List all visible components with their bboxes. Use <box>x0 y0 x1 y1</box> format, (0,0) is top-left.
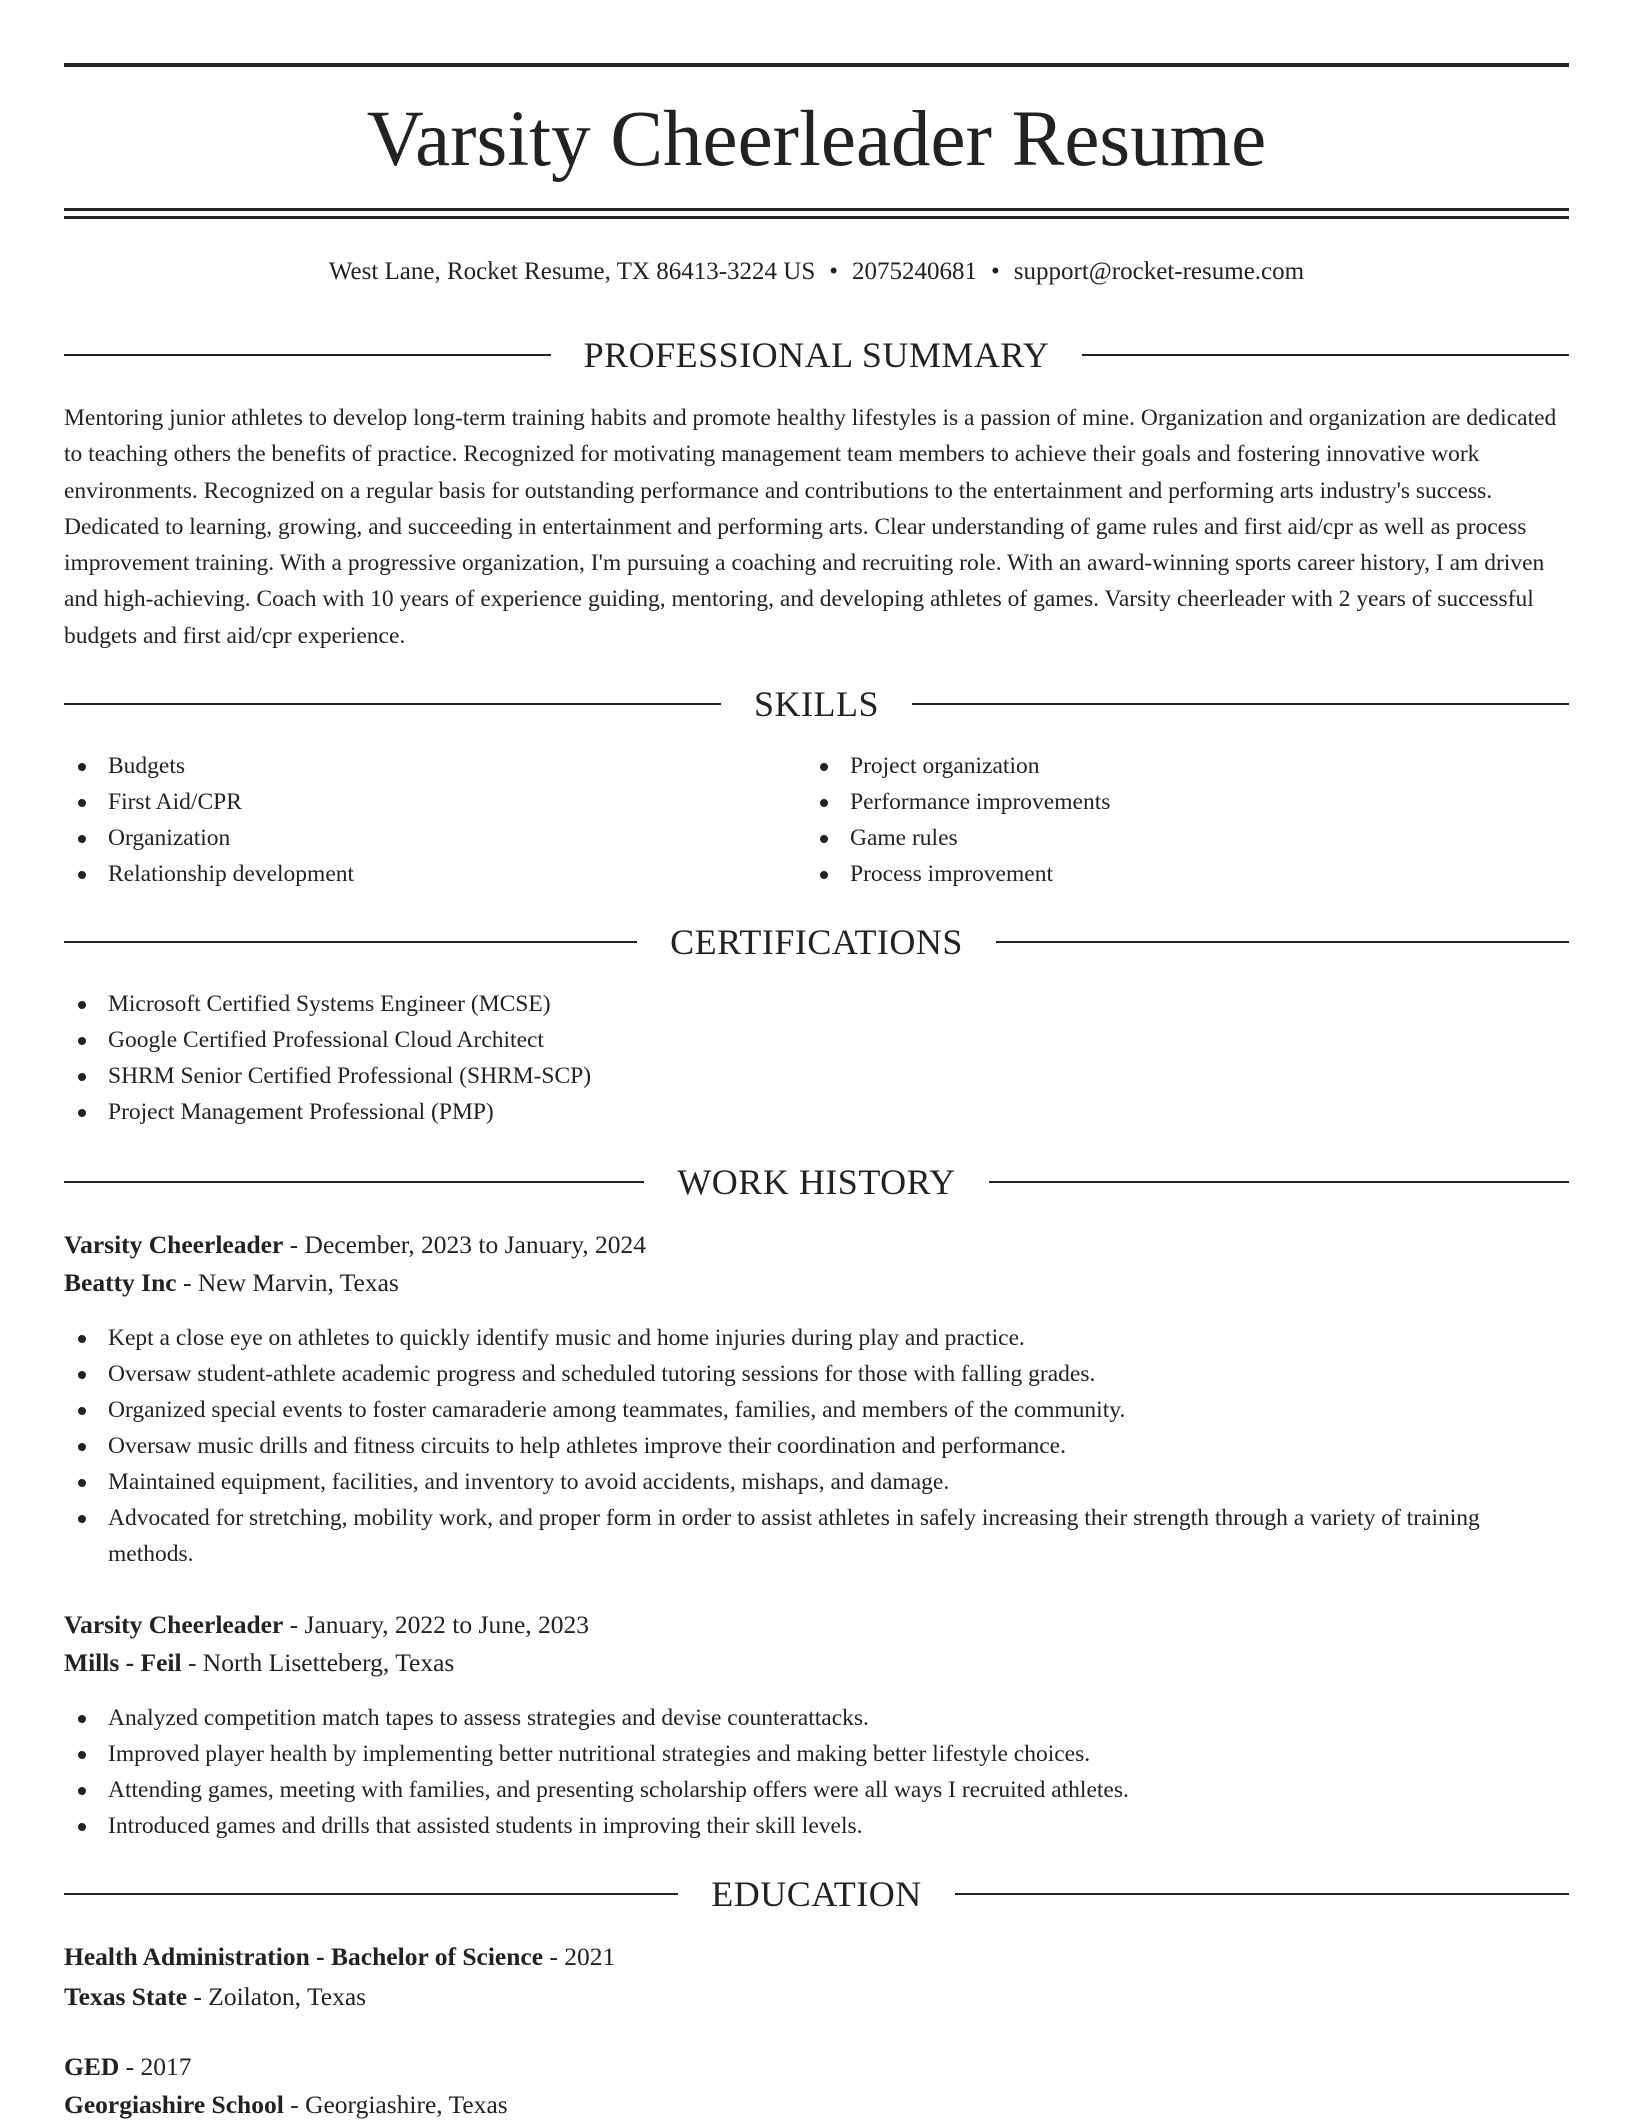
job-bullet: Advocated for stretching, mobility work, and proper form in order to assist athletes in safely increasing their strength through a variety of training methods. <box>64 1500 1569 1572</box>
certification-item: Microsoft Certified Systems Engineer (MCSE) <box>64 986 1569 1022</box>
summary-text: Mentoring junior athletes to develop long-term training habits and promote healthy lifestyles is a passion of mine. Organization and organization are dedicated to teaching others the benefits of practice. Recognized for motivating management team members to achieve their goals and fostering innovative work environments. Recognized on a regular basis for outstanding performance and contributions to the entertainment and performing arts industry's success. Dedicated to learning, growing, and succeeding in entertainment and performing arts. Clear understanding of game rules and first aid/cpr as well as process improvement training. With a progressive organization, I'm pursuing a coaching and recruiting role. With an award-winning sports career history, I am driven and high-achieving. Coach with 10 years of experience guiding, mentoring, and developing athletes of games. Varsity cheerleader with 2 years of successful budgets and first aid/cpr experience. <box>64 405 1557 649</box>
heading-rule <box>64 941 637 943</box>
education-degree-line <box>64 1938 1569 1976</box>
job-dates: - December, 2023 to January, 2024 <box>283 1230 647 1259</box>
education-location: - Zoilaton, Texas <box>187 1982 367 2011</box>
job-company-line <box>64 1264 1569 1302</box>
skill-item: First Aid/CPR <box>64 784 804 820</box>
job-bullets <box>64 1700 1569 1844</box>
job-company: Mills - Feil <box>64 1648 182 1677</box>
job-company: Beatty Inc <box>64 1268 177 1297</box>
summary-heading-label: PROFESSIONAL SUMMARY <box>583 335 1050 375</box>
certifications-list <box>64 986 1569 1130</box>
job-bullet: Oversaw music drills and fitness circuits to help athletes improve their coordination and performance. <box>64 1428 1569 1464</box>
top-rule <box>64 63 1569 67</box>
education-degree: Health Administration - Bachelor of Science <box>64 1942 544 1971</box>
job-title-line <box>64 1226 1569 1264</box>
contact-separator: • <box>829 258 839 285</box>
contact-line <box>64 254 1569 290</box>
heading-rule <box>912 703 1569 705</box>
skill-item: Performance improvements <box>806 784 1546 820</box>
certification-item: Project Management Professional (PMP) <box>64 1094 1569 1130</box>
certifications-heading <box>64 920 1569 964</box>
skill-item: Process improvement <box>806 856 1546 892</box>
heading-rule <box>1082 354 1569 356</box>
certification-item: Google Certified Professional Cloud Architect <box>64 1022 1569 1058</box>
contact-address: West Lane, Rocket Resume, TX 86413-3224 US <box>328 258 816 285</box>
job-bullet: Attending games, meeting with families, and presenting scholarship offers were all ways I recruited athletes. <box>64 1772 1569 1808</box>
education-school: Georgiashire School <box>64 2090 284 2119</box>
job-bullet: Improved player health by implementing better nutritional strategies and making better lifestyle choices. <box>64 1736 1569 1772</box>
job-bullet: Introduced games and drills that assisted students in improving their skill levels. <box>64 1808 1569 1844</box>
job-bullet: Kept a close eye on athletes to quickly identify music and home injuries during play and practice. <box>64 1320 1569 1356</box>
heading-rule <box>64 1893 678 1895</box>
job-bullet: Maintained equipment, facilities, and inventory to avoid accidents, mishaps, and damage. <box>64 1464 1569 1500</box>
job-location: - North Lisetteberg, Texas <box>181 1648 455 1677</box>
title-rule-upper <box>64 208 1569 211</box>
certifications-heading-label: CERTIFICATIONS <box>670 922 963 962</box>
job-title-line <box>64 1606 1569 1644</box>
certification-item: SHRM Senior Certified Professional (SHRM-SCP) <box>64 1058 1569 1094</box>
heading-rule <box>955 1893 1569 1895</box>
skill-item: Relationship development <box>64 856 804 892</box>
education-school: Texas State <box>64 1982 188 2011</box>
education-school-line <box>64 1978 1569 2016</box>
contact-email: support@rocket-resume.com <box>1013 258 1305 285</box>
skill-item: Project organization <box>806 748 1546 784</box>
job-company-line <box>64 1644 1569 1682</box>
heading-rule <box>64 354 551 356</box>
skills-heading-label: SKILLS <box>754 684 880 724</box>
skill-item: Game rules <box>806 820 1546 856</box>
skills-left-column <box>64 748 804 892</box>
title-rule-lower <box>64 216 1569 219</box>
job-bullet: Organized special events to foster camaraderie among teammates, families, and members of the community. <box>64 1392 1569 1428</box>
work-history-heading-label: WORK HISTORY <box>677 1162 956 1202</box>
job-dates: - January, 2022 to June, 2023 <box>283 1610 590 1639</box>
summary-heading <box>64 333 1569 377</box>
heading-rule <box>64 703 721 705</box>
resume-title: Varsity Cheerleader Resume <box>366 96 1267 183</box>
contact-separator: • <box>991 258 1000 285</box>
education-location: - Georgiashire, Texas <box>283 2090 508 2119</box>
heading-rule <box>996 941 1569 943</box>
job-location: - New Marvin, Texas <box>176 1268 399 1297</box>
job-bullet: Analyzed competition match tapes to assess strategies and devise counterattacks. <box>64 1700 1569 1736</box>
skill-item: Organization <box>64 820 804 856</box>
job-bullets <box>64 1320 1569 1572</box>
education-year: - 2021 <box>543 1942 616 1971</box>
skills-heading <box>64 682 1569 726</box>
job-title: Varsity Cheerleader <box>64 1230 284 1259</box>
heading-rule <box>64 1181 644 1183</box>
work-history-heading <box>64 1160 1569 1204</box>
education-heading-label: EDUCATION <box>711 1874 922 1914</box>
heading-rule <box>989 1181 1569 1183</box>
job-title: Varsity Cheerleader <box>64 1610 284 1639</box>
contact-phone: 2075240681 <box>852 258 978 285</box>
education-degree: GED <box>64 2052 120 2081</box>
skill-item: Budgets <box>64 748 804 784</box>
education-school-line <box>64 2086 1569 2124</box>
skills-right-column <box>806 748 1546 892</box>
education-degree-line <box>64 2048 1569 2086</box>
education-year: - 2017 <box>119 2052 192 2081</box>
job-bullet: Oversaw student-athlete academic progress and scheduled tutoring sessions for those with falling grades. <box>64 1356 1569 1392</box>
education-heading <box>64 1872 1569 1916</box>
